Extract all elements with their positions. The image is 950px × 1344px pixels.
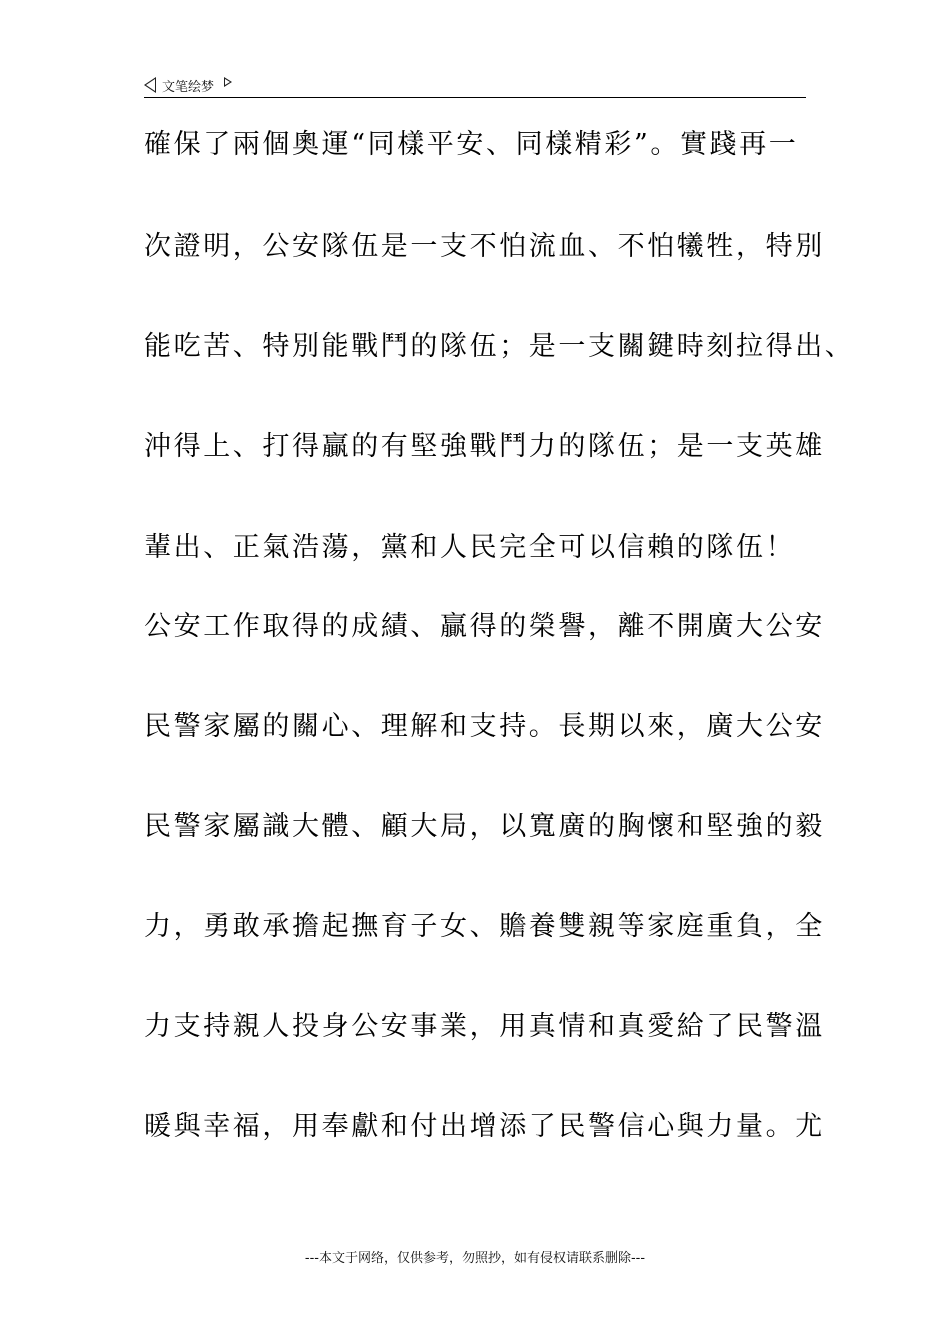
text-line-3: 能吃苦、特別能戰鬥的隊伍；是一支關鍵時刻拉得出、 xyxy=(144,331,855,362)
text-line-6: 公安工作取得的成績、贏得的榮譽，離不開廣大公安 xyxy=(144,611,825,642)
footer-disclaimer: ---本文于网络，仅供参考，勿照抄，如有侵权请联系删除--- xyxy=(304,1251,646,1266)
text-line-4: 沖得上、打得贏的有堅強戰鬥力的隊伍；是一支英雄 xyxy=(144,431,825,462)
header-divider xyxy=(144,97,806,98)
text-line-2: 次證明，公安隊伍是一支不怕流血、不怕犧牲，特別 xyxy=(144,231,825,262)
document-header xyxy=(144,74,232,96)
header-title: 文笔绘梦 xyxy=(162,79,215,95)
text-line-10: 力支持親人投身公安事業，用真情和真愛給了民警溫 xyxy=(144,1011,825,1042)
text-line-9: 力，勇敢承擔起撫育子女、贍養雙親等家庭重負，全 xyxy=(144,911,825,942)
text-line-5: 輩出、正氣浩蕩，黨和人民完全可以信賴的隊伍！ xyxy=(144,532,796,563)
text-line-8: 民警家屬識大體、顧大局，以寬廣的胸懷和堅強的毅 xyxy=(144,811,825,842)
triangle-left-icon xyxy=(144,77,156,93)
triangle-right-icon xyxy=(224,77,232,87)
text-line-7: 民警家屬的關心、理解和支持。長期以來，廣大公安 xyxy=(144,711,825,742)
text-line-1: 確保了兩個奧運“同樣平安、同樣精彩”。實踐再一 xyxy=(144,129,799,160)
text-line-11: 暖與幸福，用奉獻和付出增添了民警信心與力量。尤 xyxy=(144,1111,825,1142)
